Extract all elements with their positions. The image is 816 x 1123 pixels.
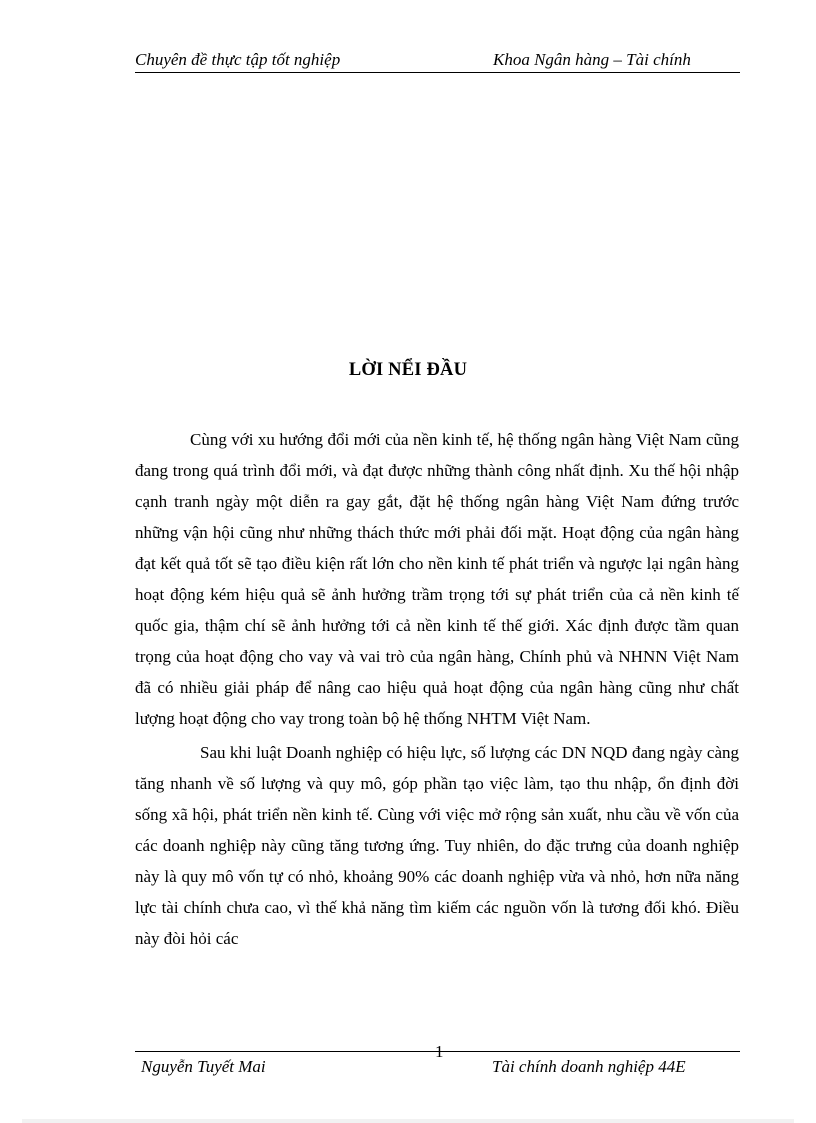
page-footer xyxy=(135,1042,740,1082)
page-header xyxy=(135,48,740,73)
footer-author: Nguyễn Tuyết Mai xyxy=(141,1057,266,1076)
page-bottom-edge xyxy=(22,1119,794,1123)
paragraph-1: Cùng với xu hướng đổi mới của nền kinh tế, hệ thống ngân hàng Việt Nam cũng đang trong quá trình đổi mới, và đạt được những thành công nhất định. Xu thế hội nhập cạnh tranh ngày một diễn ra gay gắt, đặt hệ thống ngân hàng Việt Nam đứng trước những vận hội cũng như những thách thức mới phải đối mặt. Hoạt động của ngân hàng đạt kết quả tốt sẽ tạo điều kiện rất lớn cho nền kinh tế phát triển và ngược lại ngân hàng hoạt động kém hiệu quả sẽ ảnh hưởng trầm trọng tới sự phát triển của cả nền kinh tế quốc gia, thậm chí sẽ ảnh hưởng tới cả nền kinh tế thế giới. Xác định được tầm quan trọng của hoạt động cho vay và vai trò của ngân hàng, Chính phủ và NHNN Việt Nam đã có nhiều giải pháp để nâng cao hiệu quả hoạt động của ngân hàng cũng như chất lượng hoạt động cho vay trong toàn bộ hệ thống NHTM Việt Nam. xyxy=(135,430,739,728)
page-title: LỜI NỂI ĐẦU xyxy=(348,360,468,380)
body-text xyxy=(135,424,739,954)
paragraph-2: Sau khi luật Doanh nghiệp có hiệu lực, số lượng các DN NQD đang ngày càng tăng nhanh về số lượng và quy mô, góp phần tạo việc làm, tạo thu nhập, ổn định đời sống xã hội, phát triển nền kinh tế. Cùng với việc mở rộng sản xuất, nhu cầu về vốn của các doanh nghiệp này cũng tăng tương ứng. Tuy nhiên, do đặc trưng của doanh nghiệp này là quy mô vốn tự có nhỏ, khoảng 90% các doanh nghiệp vừa và nhỏ, hơn nữa năng lực tài chính chưa cao, vì thế khả năng tìm kiếm các nguồn vốn là tương đối khó. Điều này đòi hỏi các xyxy=(135,743,739,948)
header-left-text: Chuyên đề thực tập tốt nghiệp xyxy=(135,50,341,69)
page-number: 1 xyxy=(435,1042,444,1061)
header-right-text: Khoa Ngân hàng – Tài chính xyxy=(493,50,691,69)
footer-right-text: Tài chính doanh nghiệp 44E xyxy=(492,1057,686,1076)
